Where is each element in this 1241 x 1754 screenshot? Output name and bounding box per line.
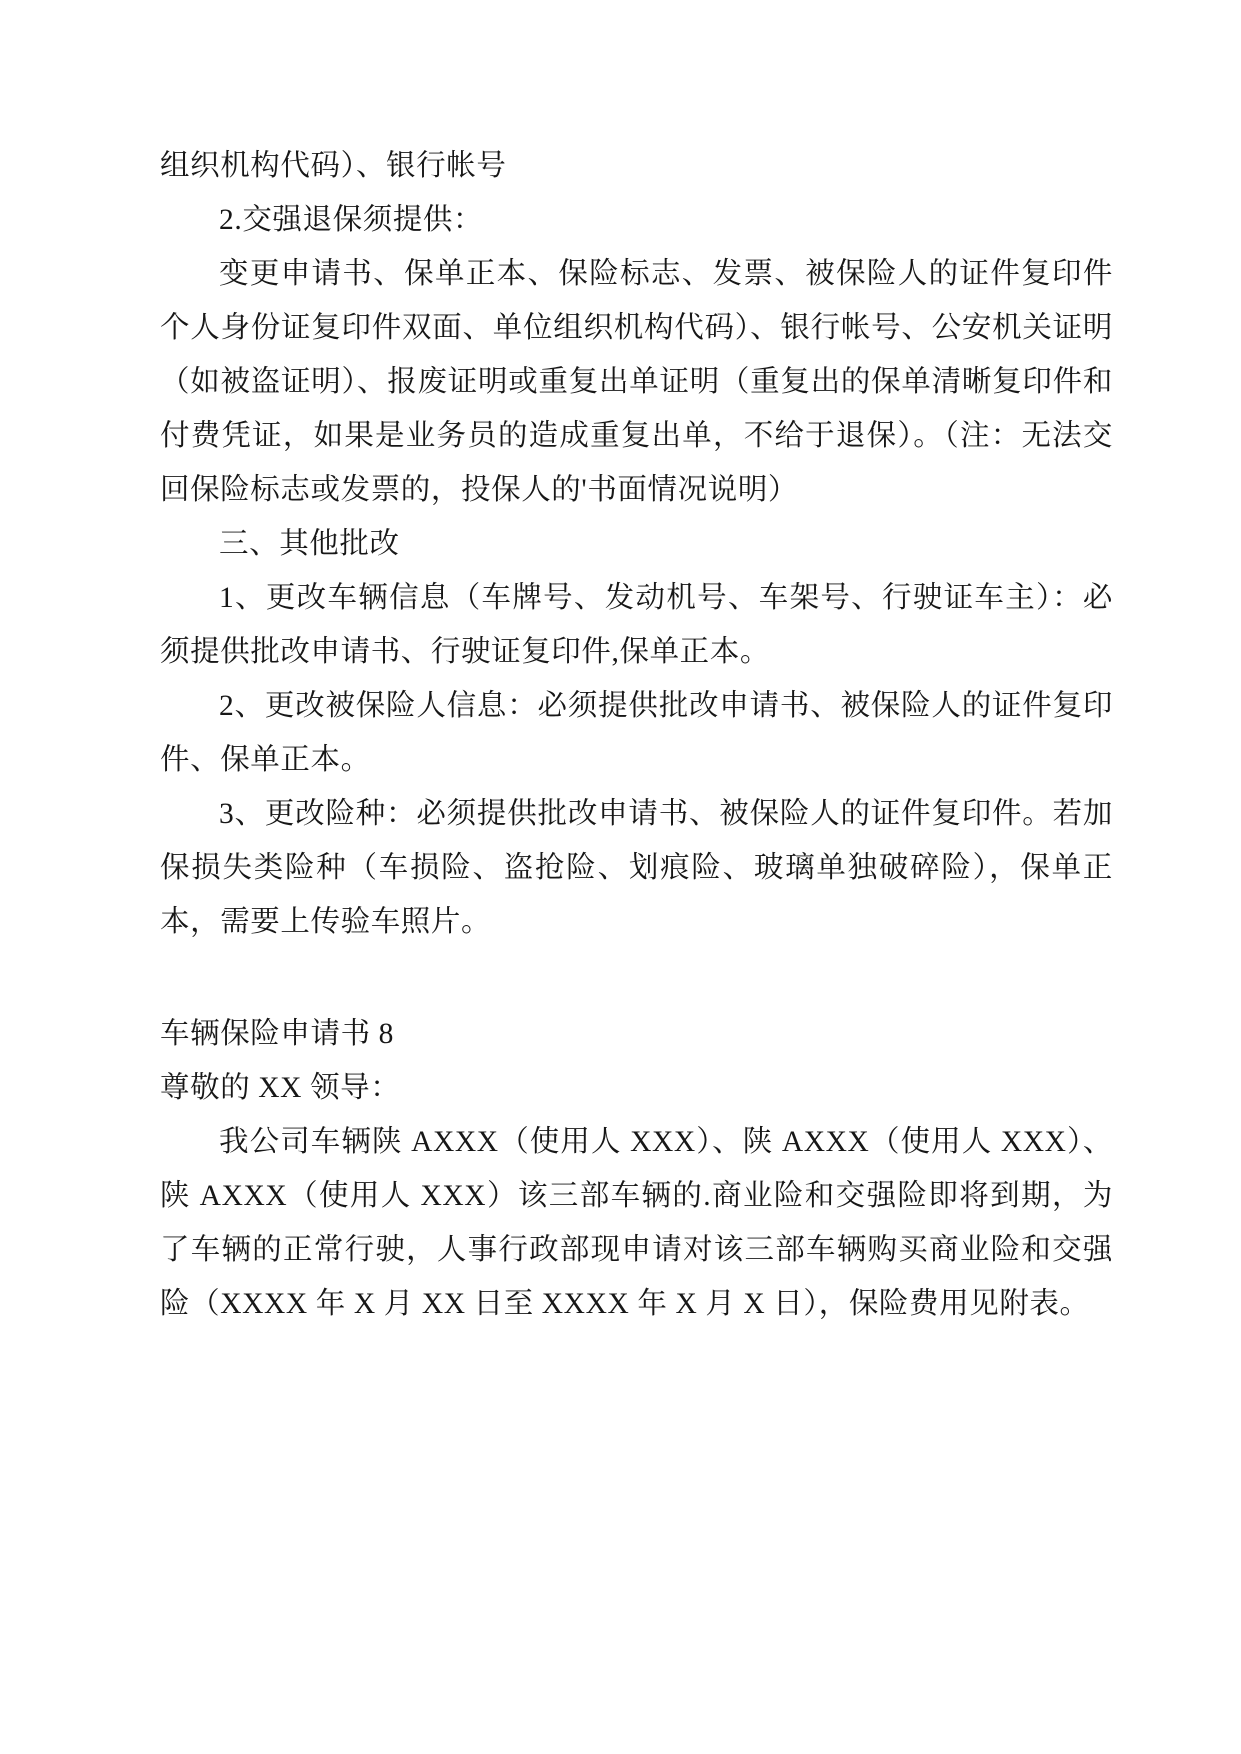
paragraph-item-2-heading: 2.交强退保须提供：	[219, 203, 484, 236]
paragraph-section-three-item-3: 3、更改险种：必须提供批改申请书、被保险人的证件复印件。若加保损失类险种（车损险、盗抢险、划痕险、玻璃单独破碎险），保单正本，需要上传验车照片。	[160, 797, 1113, 938]
paragraph-item-2-body: 变更申请书、保单正本、保险标志、发票、被保险人的证件复印件个人身份证复印件双面、单位组织机构代码）、银行帐号、公安机关证明（如被盗证明）、报废证明或重复出单证明（重复出的保单清晰复印件和付费凭证，如果是业务员的造成重复出单，不给于退保）。（注：无法交回保险标志或发票的，投保人的'书面情况说明）	[160, 257, 1113, 506]
paragraph-application-body: 我公司车辆陕 AXXX（使用人 XXX）、陕 AXXX（使用人 XXX）、陕 AXXX（使用人 XXX）该三部车辆的.商业险和交强险即将到期，为了车辆的正常行驶，人事行政部现申请对该三部车辆购买商业险和交强险（XXXX 年 X 月 XX 日至 XXXX 年 X 月 X 日），保险费用见附表。	[160, 1125, 1113, 1320]
document-body	[160, 140, 1113, 1332]
paragraph-section-three-heading: 三、其他批改	[219, 527, 400, 560]
spacer-before-application-8	[160, 950, 1113, 1008]
paragraph-org-code-bank: 组织机构代码）、银行帐号	[160, 150, 507, 182]
paragraph-salutation: 尊敬的 XX 领导：	[160, 1071, 401, 1104]
paragraph-section-three-item-1: 1、更改车辆信息（车牌号、发动机号、车架号、行驶证车主）：必须提供批改申请书、行驶证复印件,保单正本。	[160, 581, 1113, 668]
paragraph-section-three-item-2: 2、更改被保险人信息：必须提供批改申请书、被保险人的证件复印件、保单正本。	[160, 689, 1113, 776]
paragraph-application-title-8: 车辆保险申请书 8	[160, 1017, 395, 1050]
